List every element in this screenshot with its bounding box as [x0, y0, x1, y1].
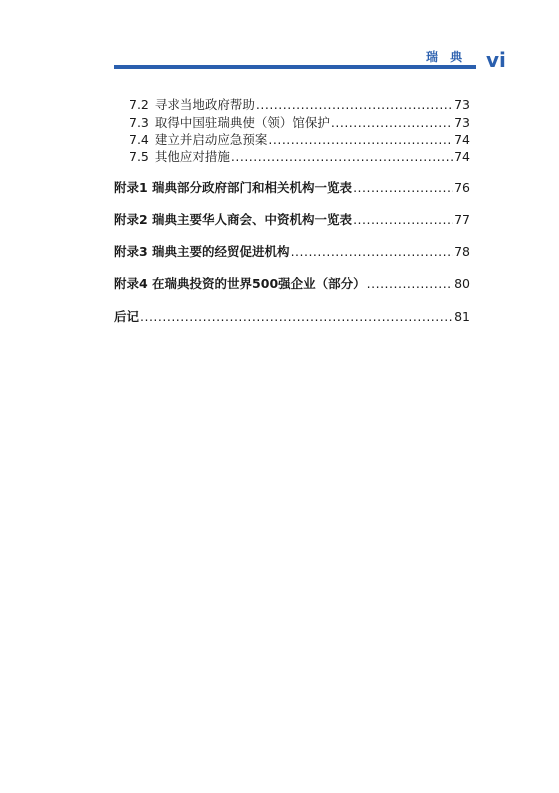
toc-entry-title: 其他应对措施 [154, 149, 230, 164]
toc-entry-page: 76 [454, 180, 470, 195]
toc-leader-dots [268, 132, 453, 148]
toc-entry-7-5[interactable] [129, 149, 470, 165]
toc-entry-title: 后记 [114, 309, 140, 324]
toc-entry-title: 附录3 瑞典主要的经贸促进机构 [114, 244, 290, 259]
header-rule [114, 65, 476, 69]
toc-leader-dots [367, 276, 453, 292]
toc-entry-title: 寻求当地政府帮助 [154, 97, 255, 112]
toc-entry-title: 建立并启动应急预案 [154, 132, 268, 147]
toc-leader-dots [256, 97, 453, 113]
toc-entry-title: 附录4 在瑞典投资的世界500强企业（部分） [114, 276, 366, 291]
toc-entry-page: 78 [454, 244, 470, 259]
toc-entry-page: 73 [454, 97, 470, 112]
toc-leader-dots [353, 212, 453, 228]
toc-leader-dots [231, 149, 453, 165]
toc-leader-dots [353, 180, 453, 196]
toc-entry-appendix-3[interactable] [114, 244, 470, 260]
toc-entry-appendix-4[interactable] [114, 276, 470, 292]
toc-entry-7-2[interactable] [129, 97, 470, 113]
toc-entry-number: 7.3 [129, 115, 149, 130]
toc-entry-title: 附录1 瑞典部分政府部门和相关机构一览表 [114, 180, 353, 195]
toc-entry-title: 取得中国驻瑞典使（领）馆保护 [154, 115, 330, 130]
toc-entry-number: 7.5 [129, 149, 149, 164]
toc-entry-appendix-1[interactable] [114, 180, 470, 196]
toc-entry-appendix-2[interactable] [114, 212, 470, 228]
toc-entry-page: 81 [454, 309, 470, 324]
page-number: vi [486, 48, 506, 72]
toc-entry-page: 80 [454, 276, 470, 291]
toc-entry-page: 74 [454, 132, 470, 147]
toc-entry-page: 77 [454, 212, 470, 227]
toc-leader-dots [291, 244, 454, 260]
toc-entry-7-4[interactable] [129, 132, 470, 148]
toc-entry-number: 7.4 [129, 132, 149, 147]
toc-entry-title: 附录2 瑞典主要华人商会、中资机构一览表 [114, 212, 353, 227]
toc-leader-dots [140, 309, 453, 325]
toc-entry-number: 7.2 [129, 97, 149, 112]
toc-entry-7-3[interactable] [129, 115, 470, 131]
toc-entry-afterword[interactable] [114, 309, 470, 325]
running-header-country: 瑞 典 [426, 50, 467, 64]
toc-entry-page: 74 [454, 149, 470, 164]
toc-leader-dots [331, 115, 453, 131]
toc-entry-page: 73 [454, 115, 470, 130]
